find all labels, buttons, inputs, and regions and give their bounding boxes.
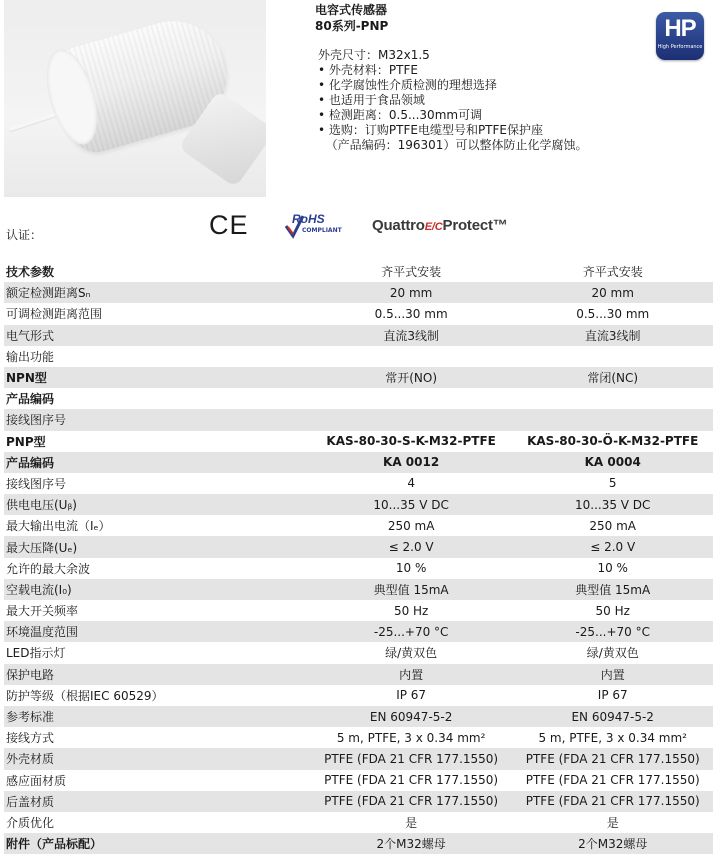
row-label: 空载电流(I₀): [4, 579, 310, 600]
table-row: [4, 558, 713, 579]
spec-item: （产品编码：196301）可以整体防止化学腐蚀。: [318, 138, 588, 152]
row-value: 直流3线制: [510, 325, 713, 346]
table-row: [4, 261, 713, 282]
table-row: [4, 303, 713, 324]
row-value: ≤ 2.0 V: [510, 536, 713, 557]
row-value: 10...35 V DC: [310, 494, 511, 515]
hp-logo-text: HP: [664, 15, 696, 42]
certification-label: 认证：: [6, 228, 43, 242]
table-row: [4, 685, 713, 706]
table-row: [4, 579, 713, 600]
row-value: -25...+70 °C: [310, 621, 511, 642]
table-row: [4, 388, 713, 409]
row-label: PNP型: [6, 434, 46, 449]
hp-logo-caption: High Performance: [657, 44, 703, 50]
table-row: [4, 409, 713, 430]
row-value: 绿/黄双色: [385, 646, 438, 661]
row-label: 产品编码: [6, 392, 55, 407]
row-value: 2个M32螺母: [510, 833, 713, 854]
table-row: [4, 664, 713, 685]
table-row: [4, 282, 713, 303]
table-row: [4, 706, 713, 727]
row-label: 技术参数: [6, 265, 55, 280]
spec-item: • 化学腐蚀性介质检测的理想选择: [318, 78, 497, 92]
row-value: 10 %: [395, 561, 427, 576]
row-value: 250 mA: [589, 518, 637, 533]
row-value: 250 mA: [387, 518, 435, 533]
row-label: 接线图序号: [4, 409, 310, 430]
row-label: 接线图序号: [6, 476, 67, 491]
spec-item: • 外壳材料：PTFE: [318, 63, 418, 77]
table-row: [4, 452, 713, 473]
row-value: [310, 346, 511, 367]
row-value: 20 mm: [510, 282, 713, 303]
ec-text: E/C: [424, 221, 443, 233]
table-row: [4, 473, 713, 494]
row-value: [510, 346, 713, 367]
row-label: 最大压降(Uₑ): [4, 536, 310, 557]
table-row: [4, 346, 713, 367]
row-value: EN 60947-5-2: [310, 706, 511, 727]
table-row: [4, 515, 713, 536]
row-label: 输出功能: [6, 349, 55, 364]
row-value: 是: [606, 815, 619, 830]
spec-table: [4, 261, 713, 854]
quattro-text: Quattro: [372, 217, 425, 234]
row-label: 防护等级（根据IEC 60529）: [6, 688, 164, 703]
row-value: PTFE (FDA 21 CFR 177.1550): [525, 773, 700, 788]
row-value: 内置: [510, 664, 713, 685]
row-value: 典型值 15mA: [310, 579, 511, 600]
table-row: [4, 621, 713, 642]
row-value: KAS-80-30-Ö-K-M32-PTFE: [527, 434, 699, 449]
row-value: 10 %: [597, 561, 628, 576]
row-value: KA 0012: [310, 452, 511, 473]
product-series: 80系列-PNP: [315, 19, 389, 33]
table-row: [4, 494, 713, 515]
protect-text: Protect™: [442, 217, 508, 234]
row-value: 5 m, PTFE, 3 x 0.34 mm²: [538, 730, 687, 745]
product-title: 电容式传感器: [315, 3, 388, 17]
row-value: 齐平式安装: [381, 265, 442, 280]
table-row: [4, 431, 713, 452]
row-value: PTFE (FDA 21 CFR 177.1550): [310, 791, 511, 812]
row-label: 允许的最大余波: [6, 561, 91, 576]
row-value: KAS-80-30-S-K-M32-PTFE: [326, 434, 496, 449]
row-label: 保护电路: [4, 664, 310, 685]
row-value: 50 Hz: [393, 603, 429, 618]
row-value: 0.5...30 mm: [576, 306, 650, 321]
table-row: [4, 367, 713, 388]
table-row: [4, 325, 713, 346]
row-label: 后盖材质: [4, 791, 310, 812]
row-label: 额定检测距离Sₙ: [4, 282, 310, 303]
row-label: 产品编码: [4, 452, 310, 473]
spec-item: • 选购：订购PTFE电缆型号和PTFE保护座: [318, 123, 543, 137]
row-label: 介质优化: [6, 815, 55, 830]
row-value: ≤ 2.0 V: [310, 536, 511, 557]
row-value: [310, 388, 511, 409]
row-value: 10...35 V DC: [510, 494, 713, 515]
row-value: 常闭(NC): [510, 367, 713, 388]
table-row: [4, 727, 713, 748]
row-label: 附件（产品标配）: [4, 833, 310, 854]
row-label: NPN型: [4, 367, 310, 388]
row-value: PTFE (FDA 21 CFR 177.1550): [310, 748, 511, 769]
row-label: 最大输出电流（Iₑ）: [6, 519, 111, 534]
row-value: 齐平式安装: [582, 265, 643, 280]
table-row: [4, 600, 713, 621]
row-label: 供电电压(Uᵦ): [4, 494, 310, 515]
row-value: 内置: [310, 664, 511, 685]
row-value: EN 60947-5-2: [510, 706, 713, 727]
row-value: 直流3线制: [310, 325, 511, 346]
row-label: 参考标准: [4, 706, 310, 727]
row-label: 外壳材质: [4, 748, 310, 769]
table-row: [4, 770, 713, 791]
table-row: [4, 536, 713, 557]
quattro-protect-logo: [372, 217, 508, 234]
row-value: [510, 409, 713, 430]
row-value: 0.5...30 mm: [374, 306, 448, 321]
row-value: [310, 409, 511, 430]
row-label: LED指示灯: [6, 646, 66, 661]
row-value: KA 0004: [510, 452, 713, 473]
row-label: 电气形式: [4, 325, 310, 346]
row-value: 典型值 15mA: [510, 579, 713, 600]
row-value: [510, 388, 713, 409]
row-value: PTFE (FDA 21 CFR 177.1550): [510, 748, 713, 769]
table-row: [4, 812, 713, 833]
rohs-text: RoHS: [292, 212, 325, 226]
spec-item: • 也适用于食品领域: [318, 93, 425, 107]
table-row: [4, 791, 713, 812]
row-value: 2个M32螺母: [310, 833, 511, 854]
row-value: 4: [407, 476, 415, 491]
table-row: [4, 748, 713, 769]
spec-item: • 检测距离：0.5...30mm可调: [318, 108, 483, 122]
rohs-logo: [284, 212, 344, 240]
table-row: [4, 642, 713, 663]
table-row: [4, 833, 713, 854]
row-value: 50 Hz: [595, 603, 630, 618]
ce-mark-icon: CE: [209, 210, 249, 240]
row-label: 环境温度范围: [4, 621, 310, 642]
row-value: 5: [608, 476, 617, 491]
row-value: PTFE (FDA 21 CFR 177.1550): [324, 773, 499, 788]
rohs-compliant-text: COMPLIANT: [302, 227, 342, 234]
row-value: PTFE (FDA 21 CFR 177.1550): [510, 791, 713, 812]
spec-item: 外壳尺寸：M32x1.5: [318, 48, 430, 62]
row-value: 20 mm: [310, 282, 511, 303]
spec-list: [318, 48, 587, 153]
row-value: 5 m, PTFE, 3 x 0.34 mm²: [336, 730, 486, 745]
product-photo: [4, 0, 266, 197]
row-value: IP 67: [597, 688, 628, 703]
row-value: 常开(NO): [310, 367, 511, 388]
row-value: IP 67: [396, 688, 427, 703]
row-label: 接线方式: [6, 731, 55, 746]
row-label: 感应面材质: [6, 773, 67, 788]
hp-logo: [656, 12, 704, 60]
row-label: 可调检测距离范围: [6, 307, 103, 322]
row-value: -25...+70 °C: [510, 621, 713, 642]
row-value: 绿/黄双色: [586, 646, 639, 661]
row-label: 最大开关频率: [6, 604, 79, 619]
row-value: 是: [405, 815, 418, 830]
